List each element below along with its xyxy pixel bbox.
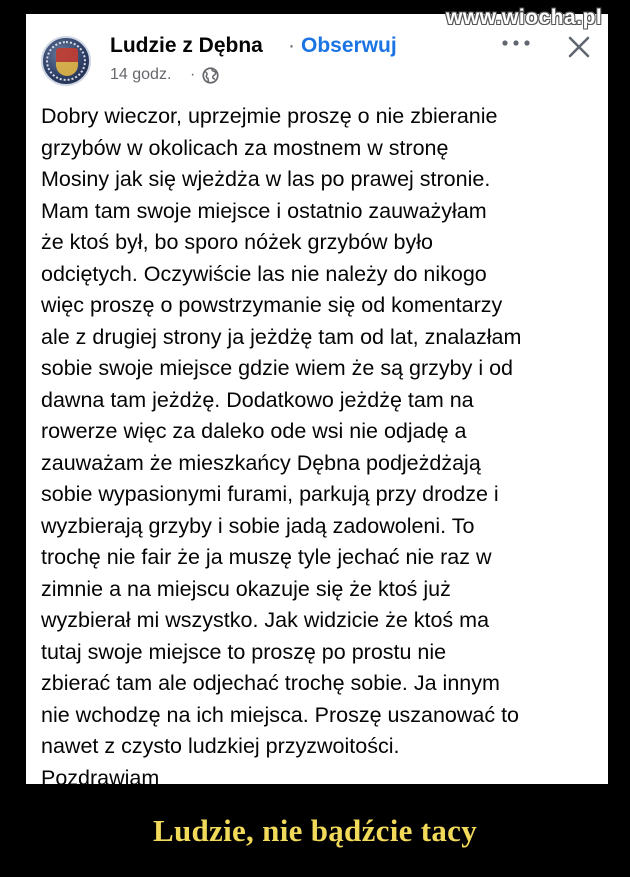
more-options-icon[interactable] — [501, 38, 531, 48]
meme-caption: Ludzie, nie bądźcie tacy — [152, 813, 478, 848]
post-text — [41, 101, 603, 784]
time-separator: · — [190, 66, 196, 83]
post-text-line: sobie swoje miejsce gdzie wiem że są grzyby i od — [41, 356, 514, 380]
post-text-line: Mosiny jak się wjeżdża w las po prawej stronie. — [41, 167, 491, 191]
post-text-line: rowerze więc za daleko ode wsi nie odjadę a — [41, 419, 467, 443]
post-text-line: że ktoś był, bo sporo nóżek grzybów było — [41, 230, 433, 254]
name-separator: · — [288, 34, 295, 57]
site-watermark: www.wiocha.pl — [446, 6, 603, 29]
close-icon[interactable] — [567, 35, 591, 59]
post-timestamp[interactable]: 14 godz. — [110, 66, 172, 83]
post-text-line: dawna tam jeżdżę. Dodatkowo jeżdżę tam na — [41, 387, 474, 412]
post-text-line: zimnie a na miejscu okazuje się że ktoś już — [41, 576, 451, 601]
post-text-line: sobie wypasionymi furami, parkują przy drodze i — [41, 482, 499, 506]
post-text-line: trochę nie fair że ja muszę tyle jechać nie raz w — [41, 545, 492, 569]
post-text-line: zauważam że mieszkańcy Dębna podjeżdżają — [41, 450, 481, 475]
post-text-line: ale z drugiej strony ja jeżdżę tam od lat, znalazłam — [41, 324, 522, 349]
page-avatar[interactable] — [41, 36, 91, 86]
facebook-post-screenshot — [26, 14, 608, 784]
post-text-line: wyzbierał mi wszystko. Jak widzicie że ktoś ma — [41, 608, 490, 632]
page-name[interactable]: Ludzie z Dębna — [110, 34, 263, 57]
post-text-line: zbierać tam ale odjechać trochę sobie. Ja innym — [41, 671, 500, 695]
post-text-line: odciętych. Oczywiście las nie należy do nikogo — [41, 261, 487, 286]
post-text-line: nie wchodzę na ich miejsca. Proszę uszanować to — [41, 702, 520, 727]
post-text-line: Pozdrawiam — [41, 765, 160, 784]
post-text-line: grzybów w okolicach za mostnem w stronę — [41, 135, 449, 160]
avatar-ring — [46, 41, 86, 81]
post-text-line: tutaj swoje miejsce to proszę po prostu nie — [41, 639, 447, 664]
post-text-line: więc proszę o powstrzymanie się od komentarzy — [41, 293, 503, 317]
post-text-line: wyzbierają grzyby i sobie jadą zadowoleni. To — [41, 513, 475, 538]
post-text-line: Mam tam swoje miejsce i ostatnio zauważyłam — [41, 198, 487, 223]
follow-button[interactable]: Obserwuj — [301, 34, 397, 57]
post-text-line: nawet z czysto ludzkiej przyzwoitości. — [41, 734, 400, 758]
globe-icon[interactable] — [202, 67, 219, 84]
post-text-line: Dobry wieczor, uprzejmie proszę o nie zbieranie — [41, 104, 498, 128]
